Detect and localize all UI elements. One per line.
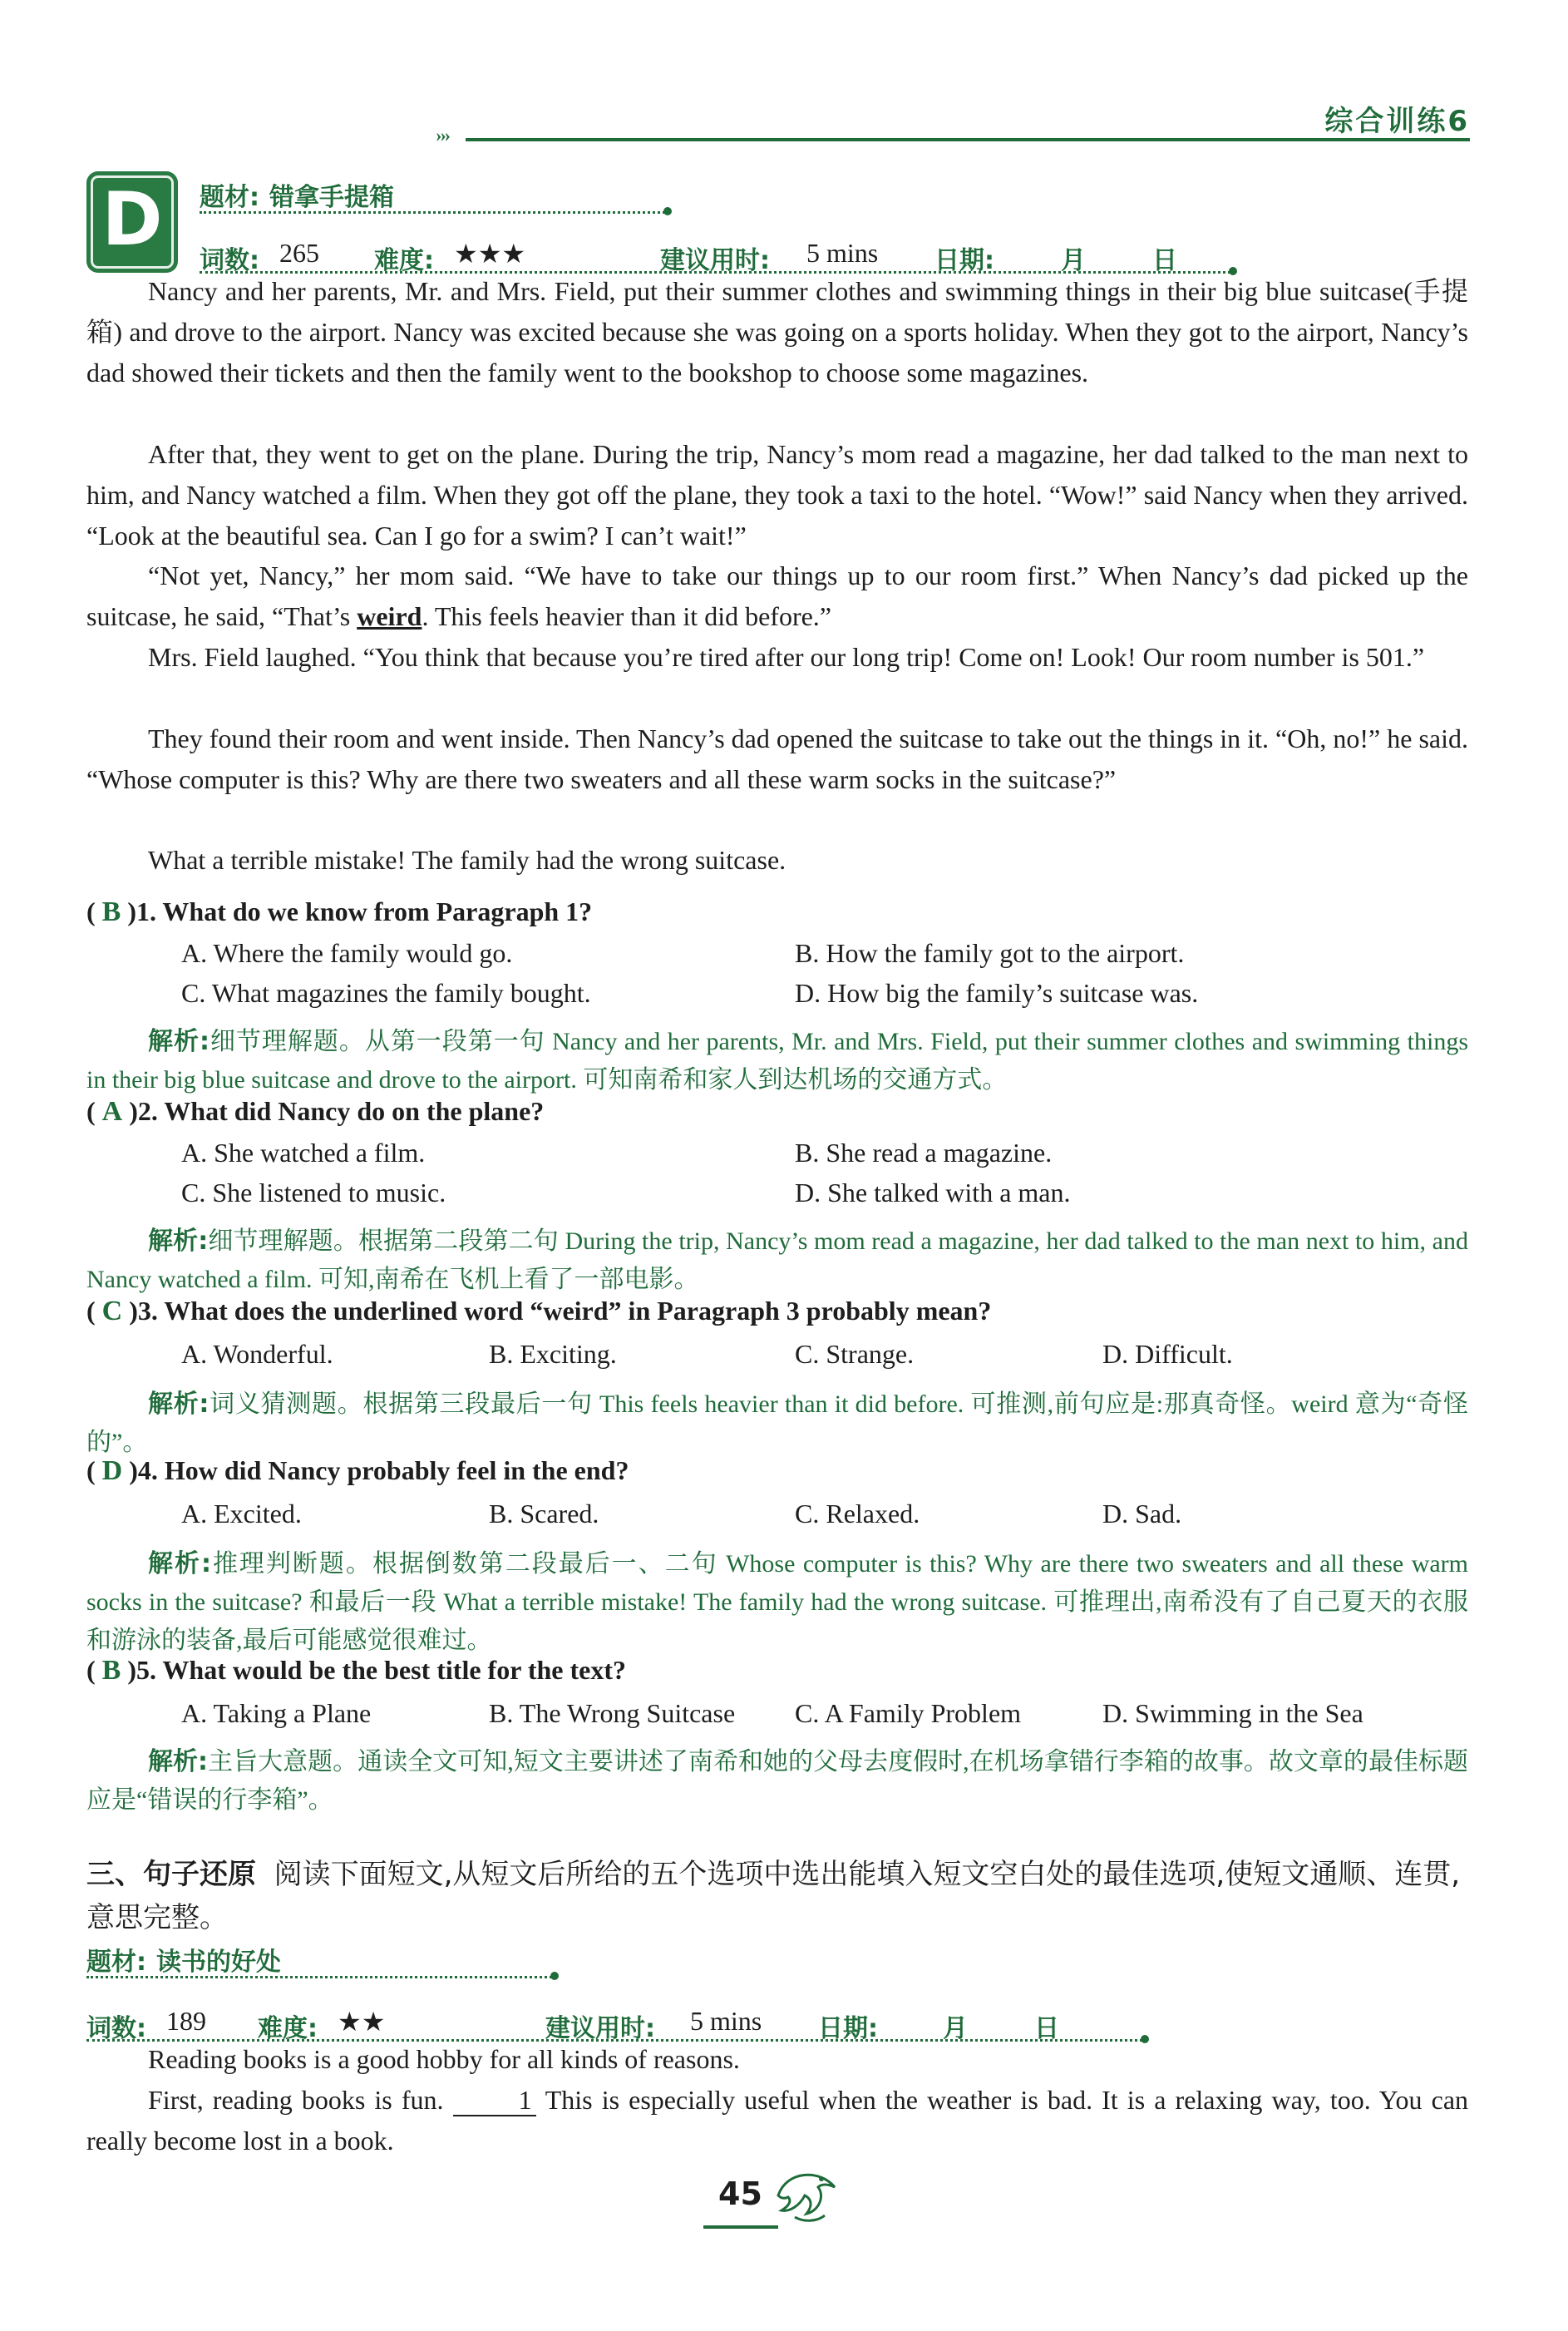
option-a: A. Where the family would go.	[181, 938, 513, 968]
explanation-4: 解析:推理判断题。根据倒数第二段最后一、二句 Whose computer is this? Why are there two sweaters and all these warm socks in the suitcase? 和最后一段 What a terrible mistake! The family had the wrong suitcase. 可推理出,南希没有了自己夏天的衣服和游泳的装备,最后可能感觉很难过。	[86, 1549, 1468, 1654]
day-label: 日	[1152, 246, 1177, 275]
option-b: B. How the family got to the airport.	[795, 938, 1185, 968]
topic-row-2	[86, 1941, 281, 1978]
passage-2-paragraph-1: Reading books is a good hobby for all kinds of reasons.	[148, 2044, 740, 2074]
option-c: C. Strange.	[795, 1339, 915, 1369]
answer-letter: C	[101, 1296, 123, 1326]
option-d: D. She talked with a man.	[795, 1178, 1071, 1207]
option-d: D. Difficult.	[1102, 1339, 1233, 1369]
option-d: D. Swimming in the Sea	[1102, 1698, 1363, 1728]
difficulty-stars: ★★★	[454, 239, 526, 269]
date-label: 日期:	[818, 2014, 878, 2043]
rule-end-dot	[550, 1972, 559, 1980]
date-label: 日期:	[934, 246, 994, 275]
dolphin-icon	[770, 2162, 845, 2229]
explanation-5: 解析:主旨大意题。通读全文可知,短文主要讲述了南希和她的父母去度假时,在机场拿错行李箱的故事。故文章的最佳标题应是“错误的行李箱”。	[86, 1747, 1469, 1814]
passage-paragraph-1: Nancy and her parents, Mr. and Mrs. Field, put their summer clothes and swimming things in their big blue suitcase(手提箱) and drove to the airport. Nancy was excited because she was going on a sports holiday. When they got to the airport, Nancy’s dad showed their tickets and then the family went to the bookshop to choose some magazines.	[86, 276, 1468, 388]
time-value: 5 mins	[806, 238, 879, 268]
topic-value: 错拿手提箱	[269, 183, 394, 212]
passage-paragraph-5: They found their room and went inside. Then Nancy’s dad opened the suitcase to take out the things in it. “Oh, no!” he said. “Whose computer is this? Why are there two sweaters and all these warm socks in the suitcase?”	[86, 723, 1468, 794]
question-5: ( B )5. What would be the best title for the text?	[86, 1655, 626, 1686]
words-value: 189	[166, 2006, 206, 2036]
meta-row	[200, 238, 1264, 275]
passage-paragraph-3: “Not yet, Nancy,” her mom said. “We have to take our things up to our room first.” When Nancy’s dad picked up the suitcase, he said, “That’s weird. This feels heavier than it did before.”	[86, 561, 1468, 631]
option-c: C. What magazines the family bought.	[181, 978, 591, 1008]
section-3-instruction: 三、句子还原 阅读下面短文,从短文后所给的五个选项中选出能填入短文空白处的最佳选项,使短文通顺、连贯,意思完整。	[86, 1858, 1461, 1934]
answer-letter: B	[101, 896, 121, 927]
topic-dotted-rule	[86, 1976, 552, 1978]
option-a: A. She watched a film.	[181, 1138, 426, 1168]
question-1: ( B )1. What do we know from Paragraph 1?	[86, 896, 593, 927]
explanation-1: 解析:细节理解题。从第一段第一句 Nancy and her parents, Mr. and Mrs. Field, put their summer clothes and swimming things in their big blue suitcase and drove to the airport. 可知南希和家人到达机场的交通方式。	[86, 1027, 1468, 1094]
page-number-rule	[703, 2225, 778, 2229]
time-label: 建议用时:	[545, 2014, 655, 2043]
time-label: 建议用时:	[660, 246, 770, 275]
explanation-3: 解析:词义猜测题。根据第三段最后一句 This feels heavier than it did before. 可推测,前句应是:那真奇怪。weird 意为“奇怪的”。	[86, 1390, 1468, 1456]
page-number: 45	[718, 2175, 762, 2212]
underlined-word: weird	[357, 601, 422, 631]
difficulty-stars: ★★	[338, 2007, 386, 2037]
option-d: D. How big the family’s suitcase was.	[795, 978, 1199, 1008]
topic-dotted-rule	[200, 211, 665, 214]
question-2: ( A )2. What did Nancy do on the plane?	[86, 1096, 545, 1127]
option-c: C. She listened to music.	[181, 1178, 446, 1207]
difficulty-label: 难度:	[258, 2014, 318, 2043]
section-title: 综合训练6	[1324, 105, 1470, 138]
topic-row	[200, 176, 394, 213]
option-b: B. Scared.	[489, 1499, 599, 1528]
header-rule	[466, 138, 1470, 141]
passage-paragraph-4: Mrs. Field laughed. “You think that because you’re tired after our long trip! Come on! Look! Our room number is 501.”	[148, 642, 1425, 672]
option-b: B. Exciting.	[489, 1339, 617, 1369]
header-arrows: ›››	[436, 125, 449, 146]
option-c: C. A Family Problem	[795, 1698, 1022, 1728]
words-label: 词数:	[200, 246, 259, 275]
words-value: 265	[279, 238, 319, 268]
passage-2-paragraph-2: First, reading books is fun. 1 This is especially useful when the weather is bad. It is a relaxing way, too. You can really become lost in a book.	[86, 2085, 1469, 2156]
option-a: A. Wonderful.	[181, 1339, 333, 1369]
difficulty-label: 难度:	[374, 246, 434, 275]
rule-end-dot	[663, 207, 672, 215]
option-a: A. Excited.	[181, 1499, 302, 1528]
time-value: 5 mins	[690, 2006, 762, 2036]
topic-value: 读书的好处	[156, 1948, 281, 1977]
passage-paragraph-6: What a terrible mistake! The family had the wrong suitcase.	[148, 845, 786, 875]
option-b: B. She read a magazine.	[795, 1138, 1053, 1168]
day-label: 日	[1034, 2014, 1059, 2043]
section-3-heading: 三、句子还原	[86, 1858, 256, 1891]
explanation-2: 解析:细节理解题。根据第二段第二句 During the trip, Nancy’s mom read a magazine, her dad talked to the man next to him, and Nancy watched a film. 可知,南希在飞机上看了一部电影。	[86, 1227, 1468, 1293]
topic-label: 题材:	[86, 1948, 146, 1977]
month-label: 月	[943, 2014, 968, 2043]
option-a: A. Taking a Plane	[181, 1698, 372, 1728]
option-b: B. The Wrong Suitcase	[489, 1698, 736, 1728]
passage-paragraph-2: After that, they went to get on the plane. During the trip, Nancy’s mom read a magazine, her dad talked to the man next to him, and Nancy watched a film. When they got off the plane, they took a taxi to the hotel. “Wow!” said Nancy when they arrived. “Look at the beautiful sea. Can I go for a swim? I can’t wait!”	[86, 439, 1468, 551]
question-4: ( D )4. How did Nancy probably feel in the end?	[86, 1455, 629, 1486]
words-label: 词数:	[86, 2014, 146, 2043]
option-c: C. Relaxed.	[795, 1499, 920, 1528]
answer-letter: A	[101, 1096, 123, 1127]
month-label: 月	[1061, 246, 1086, 275]
meta-row-2	[86, 2006, 1151, 2043]
topic-label: 题材:	[200, 183, 259, 212]
option-d: D. Sad.	[1102, 1499, 1182, 1528]
section-badge: D	[86, 171, 178, 273]
answer-letter: B	[101, 1655, 121, 1686]
answer-letter: D	[101, 1455, 123, 1486]
question-3: ( C )3. What does the underlined word “weird” in Paragraph 3 probably mean?	[86, 1296, 992, 1326]
blank-1[interactable]: 1	[453, 2085, 536, 2116]
